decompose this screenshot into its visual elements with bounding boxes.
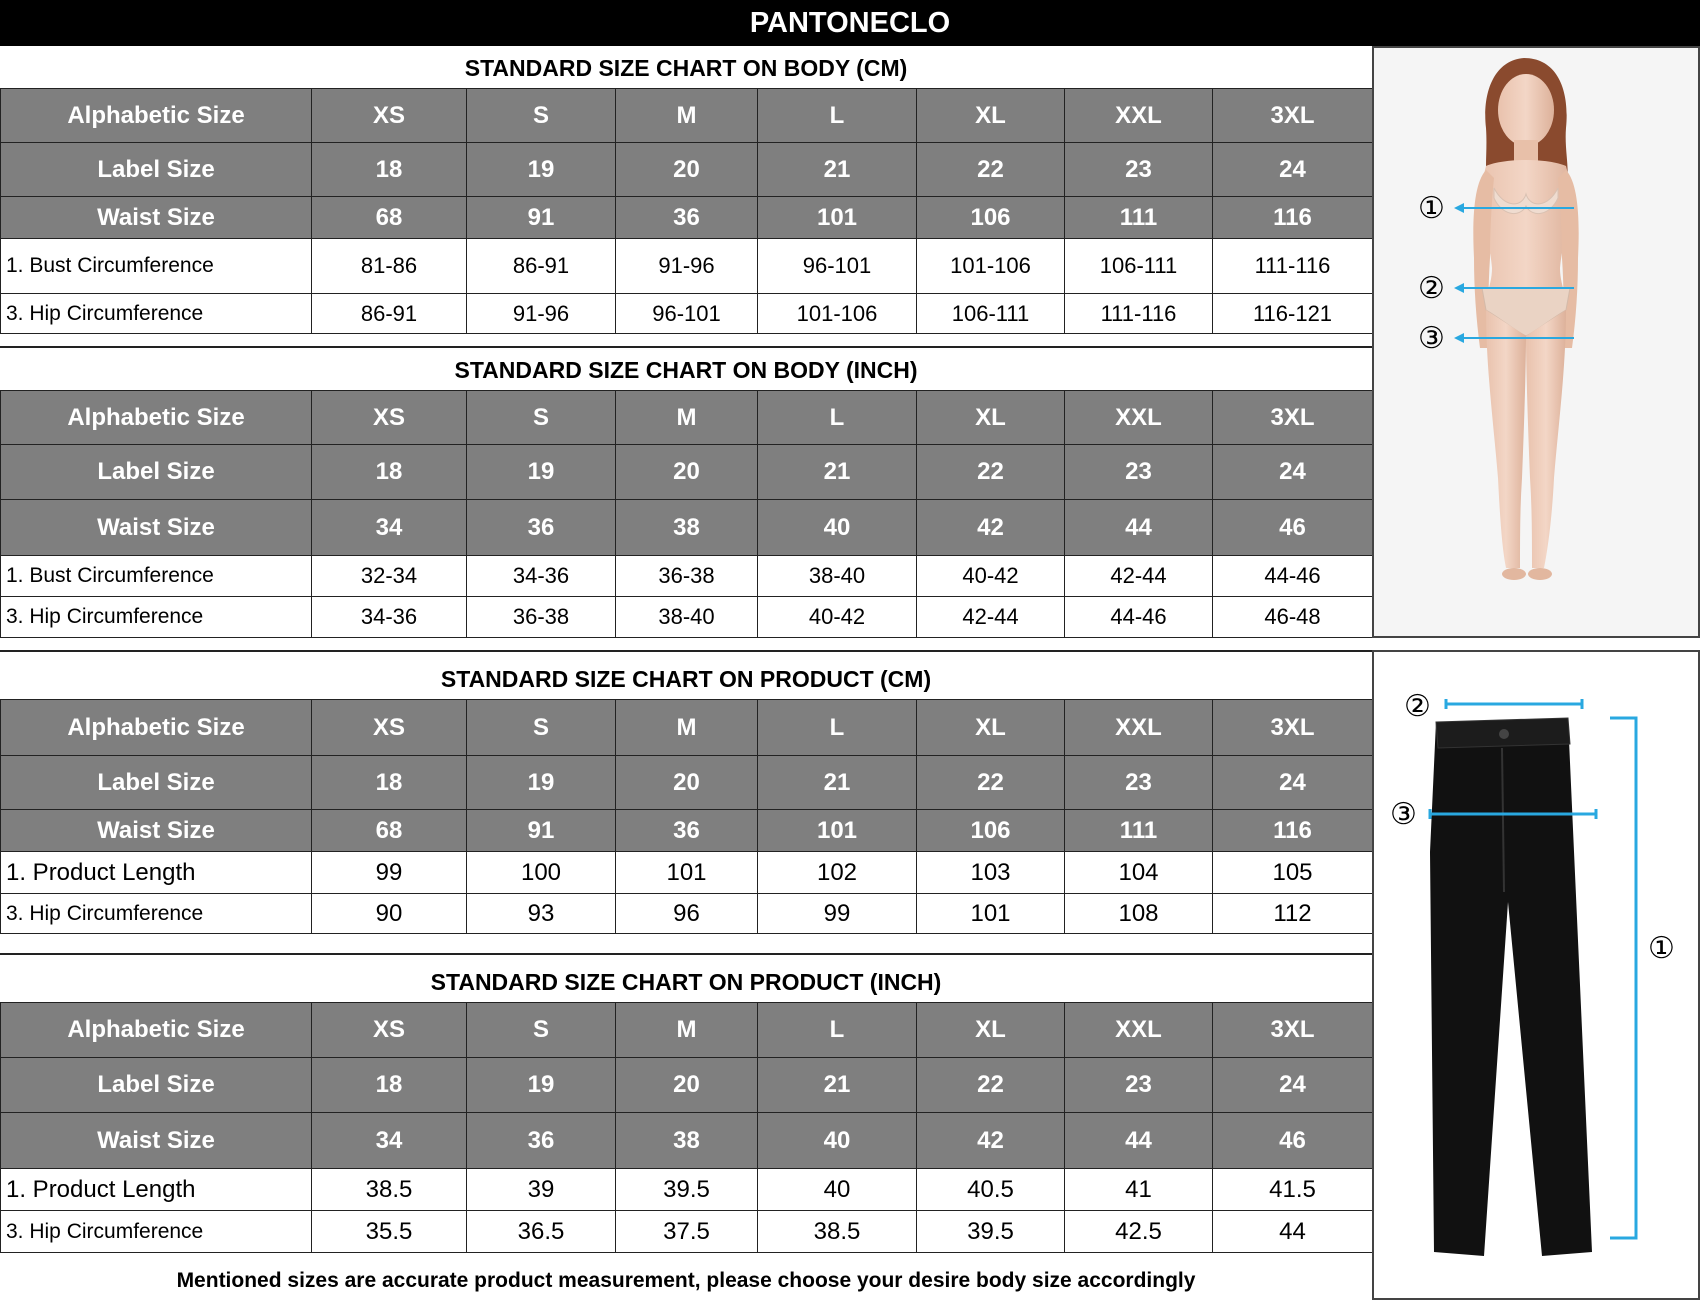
row-label: Alphabetic Size: [1, 700, 312, 756]
marker-2: ②: [1404, 689, 1431, 724]
table-cell: 91: [467, 810, 616, 852]
marker-3: ③: [1390, 797, 1417, 832]
brand-header: PANTONECLO: [0, 0, 1700, 46]
table-cell: S: [467, 700, 616, 756]
table-row: [1, 1003, 1373, 1058]
table-cell: 101: [917, 894, 1065, 934]
table-cell: 39.5: [616, 1169, 758, 1211]
table-cell: 44: [1065, 1113, 1213, 1169]
table-cell: 37.5: [616, 1211, 758, 1253]
table-cell: 21: [758, 1058, 917, 1113]
table-row: [1, 810, 1373, 852]
table-cell: 20: [616, 756, 758, 810]
marker-3: ③: [1418, 321, 1445, 356]
table-cell: M: [616, 700, 758, 756]
table-cell: 86-91: [312, 294, 467, 334]
table-cell: 102: [758, 852, 917, 894]
row-label: Waist Size: [1, 1113, 312, 1169]
table-cell: 3XL: [1213, 391, 1373, 445]
row-label: 3. Hip Circumference: [1, 597, 312, 638]
pants-figure-panel: [1372, 650, 1700, 1300]
size-table: [0, 390, 1373, 638]
marker-2: ②: [1418, 271, 1445, 306]
table-cell: XXL: [1065, 89, 1213, 143]
table-cell: 44: [1065, 500, 1213, 556]
table-cell: 91-96: [616, 239, 758, 294]
row-label: Label Size: [1, 1058, 312, 1113]
table-cell: 106-111: [1065, 239, 1213, 294]
table-cell: 42: [917, 500, 1065, 556]
table-cell: 3XL: [1213, 1003, 1373, 1058]
row-label: Label Size: [1, 756, 312, 810]
table-row: [1, 894, 1373, 934]
table-cell: 34: [312, 1113, 467, 1169]
row-label: 1. Bust Circumference: [1, 239, 312, 294]
table-cell: 36: [616, 197, 758, 239]
table-cell: 18: [312, 756, 467, 810]
table-cell: 96: [616, 894, 758, 934]
table-title: STANDARD SIZE CHART ON BODY (INCH): [454, 356, 918, 383]
table-cell: 105: [1213, 852, 1373, 894]
size-table: [0, 88, 1373, 334]
table-row: [1, 1169, 1373, 1211]
table-cell: 24: [1213, 756, 1373, 810]
table-cell: 111: [1065, 810, 1213, 852]
head-shape: [1498, 74, 1554, 146]
table-cell: 46: [1213, 1113, 1373, 1169]
table-cell: 40.5: [917, 1169, 1065, 1211]
table-cell: 19: [467, 445, 616, 500]
row-label: Waist Size: [1, 500, 312, 556]
pants-shape: [1430, 718, 1592, 1256]
table-row: [1, 1113, 1373, 1169]
table-cell: 42: [917, 1113, 1065, 1169]
divider: [0, 346, 1372, 348]
size-table-body-inch: [0, 350, 1372, 638]
table-cell: 108: [1065, 894, 1213, 934]
table-cell: 116: [1213, 197, 1373, 239]
table-cell: 42.5: [1065, 1211, 1213, 1253]
table-cell: 40: [758, 500, 917, 556]
row-label: Alphabetic Size: [1, 89, 312, 143]
table-cell: 18: [312, 445, 467, 500]
table-cell: 46: [1213, 500, 1373, 556]
table-cell: 36-38: [467, 597, 616, 638]
table-cell: 38.5: [758, 1211, 917, 1253]
table-cell: 101-106: [758, 294, 917, 334]
size-table-product-inch: [0, 962, 1372, 1253]
table-cell: 21: [758, 143, 917, 197]
table-cell: 106: [917, 197, 1065, 239]
table-cell: 36: [616, 810, 758, 852]
table-cell: 20: [616, 445, 758, 500]
table-cell: 39: [467, 1169, 616, 1211]
table-cell: S: [467, 89, 616, 143]
table-cell: 42-44: [1065, 556, 1213, 597]
table-cell: 22: [917, 143, 1065, 197]
table-cell: 101-106: [917, 239, 1065, 294]
table-row: [1, 197, 1373, 239]
table-cell: XL: [917, 1003, 1065, 1058]
table-title: STANDARD SIZE CHART ON BODY (CM): [464, 54, 908, 81]
row-label: Alphabetic Size: [1, 1003, 312, 1058]
table-cell: 103: [917, 852, 1065, 894]
row-label: 1. Bust Circumference: [1, 556, 312, 597]
table-cell: 36: [467, 500, 616, 556]
row-label: 1. Product Length: [1, 852, 312, 894]
table-cell: 91: [467, 197, 616, 239]
table-cell: 38-40: [758, 556, 917, 597]
table-cell: 111-116: [1065, 294, 1213, 334]
table-cell: L: [758, 391, 917, 445]
table-cell: 101: [616, 852, 758, 894]
table-cell: 34-36: [312, 597, 467, 638]
table-row: [1, 391, 1373, 445]
left-foot-shape: [1502, 568, 1526, 580]
table-cell: 93: [467, 894, 616, 934]
table-row: [1, 239, 1373, 294]
table-cell: 100: [467, 852, 616, 894]
table-cell: L: [758, 1003, 917, 1058]
row-label: Alphabetic Size: [1, 391, 312, 445]
table-cell: 91-96: [467, 294, 616, 334]
table-row: [1, 756, 1373, 810]
table-row: [1, 852, 1373, 894]
table-cell: 19: [467, 143, 616, 197]
table-row: [1, 500, 1373, 556]
table-cell: 90: [312, 894, 467, 934]
table-cell: 3XL: [1213, 89, 1373, 143]
table-cell: 24: [1213, 143, 1373, 197]
table-cell: 38.5: [312, 1169, 467, 1211]
size-table: [0, 699, 1373, 934]
marker-1: ①: [1648, 931, 1675, 966]
table-title: STANDARD SIZE CHART ON PRODUCT (CM): [440, 665, 932, 692]
table-cell: XS: [312, 89, 467, 143]
right-leg-shape: [1526, 310, 1566, 568]
table-cell: L: [758, 89, 917, 143]
button-shape: [1499, 729, 1509, 739]
table-cell: 41.5: [1213, 1169, 1373, 1211]
table-cell: XXL: [1065, 391, 1213, 445]
table-cell: 20: [616, 143, 758, 197]
table-cell: 22: [917, 756, 1065, 810]
table-cell: M: [616, 391, 758, 445]
table-cell: 40-42: [917, 556, 1065, 597]
body-figure-panel: [1372, 46, 1700, 638]
table-cell: 106-111: [917, 294, 1065, 334]
table-cell: S: [467, 1003, 616, 1058]
table-cell: XXL: [1065, 700, 1213, 756]
table-cell: S: [467, 391, 616, 445]
table-cell: 40: [758, 1169, 917, 1211]
table-cell: 42-44: [917, 597, 1065, 638]
table-cell: 18: [312, 1058, 467, 1113]
table-cell: 44-46: [1065, 597, 1213, 638]
size-table-body-cm: [0, 48, 1372, 334]
table-cell: 116-121: [1213, 294, 1373, 334]
marker-1: ①: [1418, 191, 1445, 226]
table-cell: 36.5: [467, 1211, 616, 1253]
table-cell: 116: [1213, 810, 1373, 852]
table-cell: 104: [1065, 852, 1213, 894]
table-cell: XL: [917, 89, 1065, 143]
table-cell: XS: [312, 700, 467, 756]
row-label: 3. Hip Circumference: [1, 894, 312, 934]
length-measure-line: [1610, 718, 1636, 1238]
table-cell: 22: [917, 445, 1065, 500]
table-cell: 19: [467, 1058, 616, 1113]
table-cell: 23: [1065, 143, 1213, 197]
table-cell: 101: [758, 810, 917, 852]
table-cell: XL: [917, 391, 1065, 445]
table-row: [1, 89, 1373, 143]
row-label: 1. Product Length: [1, 1169, 312, 1211]
table-cell: 96-101: [758, 239, 917, 294]
table-row: [1, 1058, 1373, 1113]
divider: [0, 650, 1372, 652]
table-cell: 19: [467, 756, 616, 810]
table-cell: 112: [1213, 894, 1373, 934]
table-cell: 20: [616, 1058, 758, 1113]
row-label: Label Size: [1, 143, 312, 197]
right-foot-shape: [1528, 568, 1552, 580]
table-row: [1, 445, 1373, 500]
table-cell: 36: [467, 1113, 616, 1169]
table-cell: 99: [312, 852, 467, 894]
table-cell: XS: [312, 391, 467, 445]
table-cell: 99: [758, 894, 917, 934]
table-cell: 46-48: [1213, 597, 1373, 638]
table-cell: 18: [312, 143, 467, 197]
table-cell: 21: [758, 445, 917, 500]
table-cell: 3XL: [1213, 700, 1373, 756]
table-cell: 68: [312, 197, 467, 239]
size-table-product-cm: [0, 659, 1372, 934]
table-row: [1, 1211, 1373, 1253]
divider: [0, 953, 1372, 955]
table-row: [1, 143, 1373, 197]
table-row: [1, 597, 1373, 638]
table-cell: 106: [917, 810, 1065, 852]
table-cell: 111-116: [1213, 239, 1373, 294]
row-label: Waist Size: [1, 810, 312, 852]
table-cell: 101: [758, 197, 917, 239]
table-row: [1, 556, 1373, 597]
table-cell: 38-40: [616, 597, 758, 638]
table-cell: 68: [312, 810, 467, 852]
row-label: 3. Hip Circumference: [1, 294, 312, 334]
table-cell: 44: [1213, 1211, 1373, 1253]
table-cell: 86-91: [467, 239, 616, 294]
table-cell: 40: [758, 1113, 917, 1169]
table-cell: 39.5: [917, 1211, 1065, 1253]
table-cell: 111: [1065, 197, 1213, 239]
row-label: Waist Size: [1, 197, 312, 239]
body-figure-illustration: [1374, 48, 1698, 636]
row-label: 3. Hip Circumference: [1, 1211, 312, 1253]
table-cell: 34-36: [467, 556, 616, 597]
table-cell: 41: [1065, 1169, 1213, 1211]
footer-note: Mentioned sizes are accurate product measurement, please choose your desire body size accordingly: [176, 1269, 1196, 1292]
table-cell: 23: [1065, 445, 1213, 500]
table-cell: 44-46: [1213, 556, 1373, 597]
table-cell: XS: [312, 1003, 467, 1058]
table-row: [1, 294, 1373, 334]
table-row: [1, 700, 1373, 756]
size-table: [0, 1002, 1373, 1253]
table-cell: XL: [917, 700, 1065, 756]
table-cell: 35.5: [312, 1211, 467, 1253]
marker-labels: [1418, 191, 1445, 356]
table-cell: 38: [616, 1113, 758, 1169]
table-cell: 81-86: [312, 239, 467, 294]
table-cell: M: [616, 89, 758, 143]
table-cell: 38: [616, 500, 758, 556]
arrowheads: [1454, 203, 1464, 343]
table-cell: M: [616, 1003, 758, 1058]
table-cell: 32-34: [312, 556, 467, 597]
row-label: Label Size: [1, 445, 312, 500]
table-cell: 96-101: [616, 294, 758, 334]
table-cell: 21: [758, 756, 917, 810]
left-leg-shape: [1486, 310, 1526, 568]
pants-figure-illustration: [1374, 652, 1698, 1298]
table-title: STANDARD SIZE CHART ON PRODUCT (INCH): [430, 968, 942, 995]
table-cell: 23: [1065, 1058, 1213, 1113]
table-cell: 24: [1213, 1058, 1373, 1113]
table-cell: L: [758, 700, 917, 756]
table-cell: 23: [1065, 756, 1213, 810]
table-cell: 40-42: [758, 597, 917, 638]
table-cell: XXL: [1065, 1003, 1213, 1058]
table-cell: 34: [312, 500, 467, 556]
table-cell: 22: [917, 1058, 1065, 1113]
table-cell: 36-38: [616, 556, 758, 597]
table-cell: 24: [1213, 445, 1373, 500]
